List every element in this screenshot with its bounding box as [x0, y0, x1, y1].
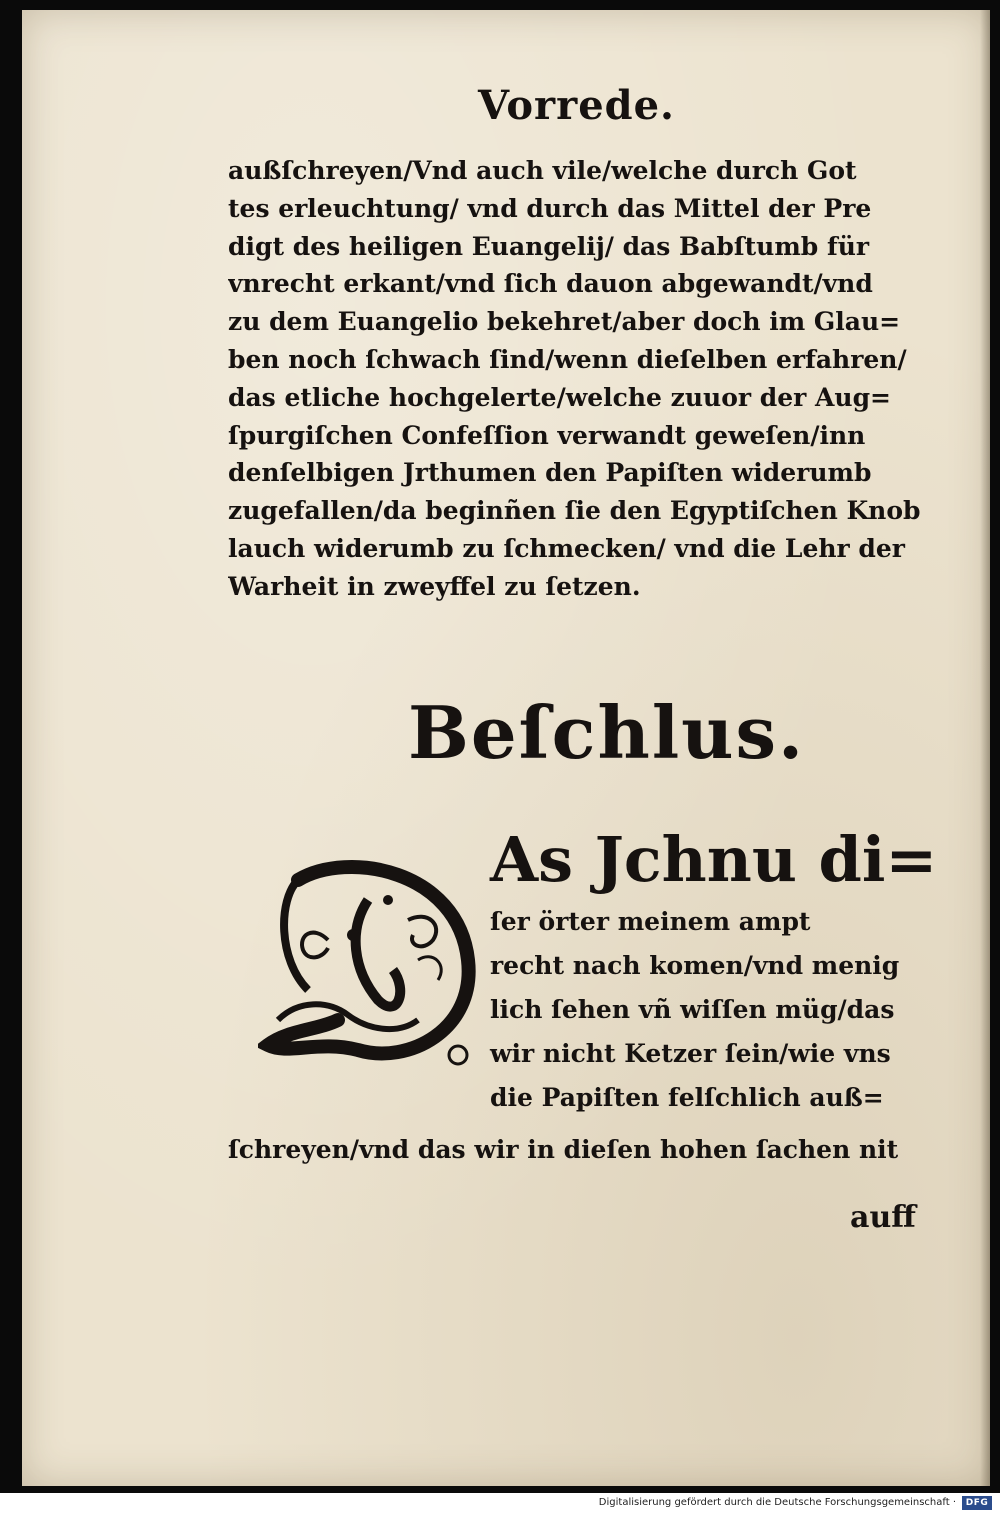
body-line: Warheit in zweyffel zu ſetzen.: [228, 571, 641, 601]
section-title: Beſchlus.: [408, 690, 806, 775]
body-line: vnrecht erkant/vnd ſich dauon abgewandt/vnd: [228, 269, 873, 299]
initial-line: die Papiſten felſchlich auß=: [490, 1083, 884, 1112]
body-text: [228, 152, 928, 606]
body-line: außſchreyen/Vnd auch vile/welche durch Got: [228, 156, 857, 185]
dfg-logo-icon: DFG: [962, 1496, 992, 1510]
ornament-initial-icon: [258, 840, 488, 1080]
page-edge-shadow: [980, 10, 990, 1486]
initial-first-line: As Jchnu di=: [490, 823, 938, 896]
body-line: ſpurgiſchen Confeſſion verwandt geweſen/inn: [228, 420, 866, 450]
initial-line: wir nicht Ketzer ſein/wie vns: [490, 1039, 891, 1068]
body-line: denſelbigen Jrthumen den Papiſten widerumb: [228, 458, 872, 488]
body-line: ben noch ſchwach ſind/wenn dieſelben erfahren/: [228, 344, 907, 374]
catchword: auff: [850, 1200, 916, 1235]
body-line: ſchreyen/vnd das wir in dieſen hohen ſachen nit: [228, 1135, 899, 1164]
initial-line: recht nach komen/vnd menig: [490, 951, 900, 980]
initial-text-block: [490, 820, 938, 1120]
initial-line: lich ſehen vñ wiſſen müg/das: [490, 995, 895, 1024]
running-head: Vorrede.: [478, 82, 675, 129]
funding-notice: Digitalisierung gefördert durch die Deutsche Forschungsgemeinschaft ·: [598, 1497, 956, 1508]
body-line: digt des heiligen Euangelij/ das Babſtumb für: [228, 231, 870, 261]
body-line: das etliche hochgelerte/welche zuuor der Aug=: [228, 382, 892, 412]
digitization-footer: [0, 1493, 1000, 1515]
initial-line: ſer örter meinem ampt: [490, 907, 811, 936]
decorated-initial-d: [258, 840, 488, 1080]
body-line: zu dem Euangelio bekehret/aber doch im Glau=: [228, 307, 901, 337]
body-line: lauch widerumb zu ſchmecken/ vnd die Lehr der: [228, 533, 905, 563]
body-line: tes erleuchtung/ vnd durch das Mittel der Pre: [228, 193, 872, 223]
body-line: zugefallen/da beginñen ſie den Egyptiſchen Knob: [228, 496, 921, 526]
